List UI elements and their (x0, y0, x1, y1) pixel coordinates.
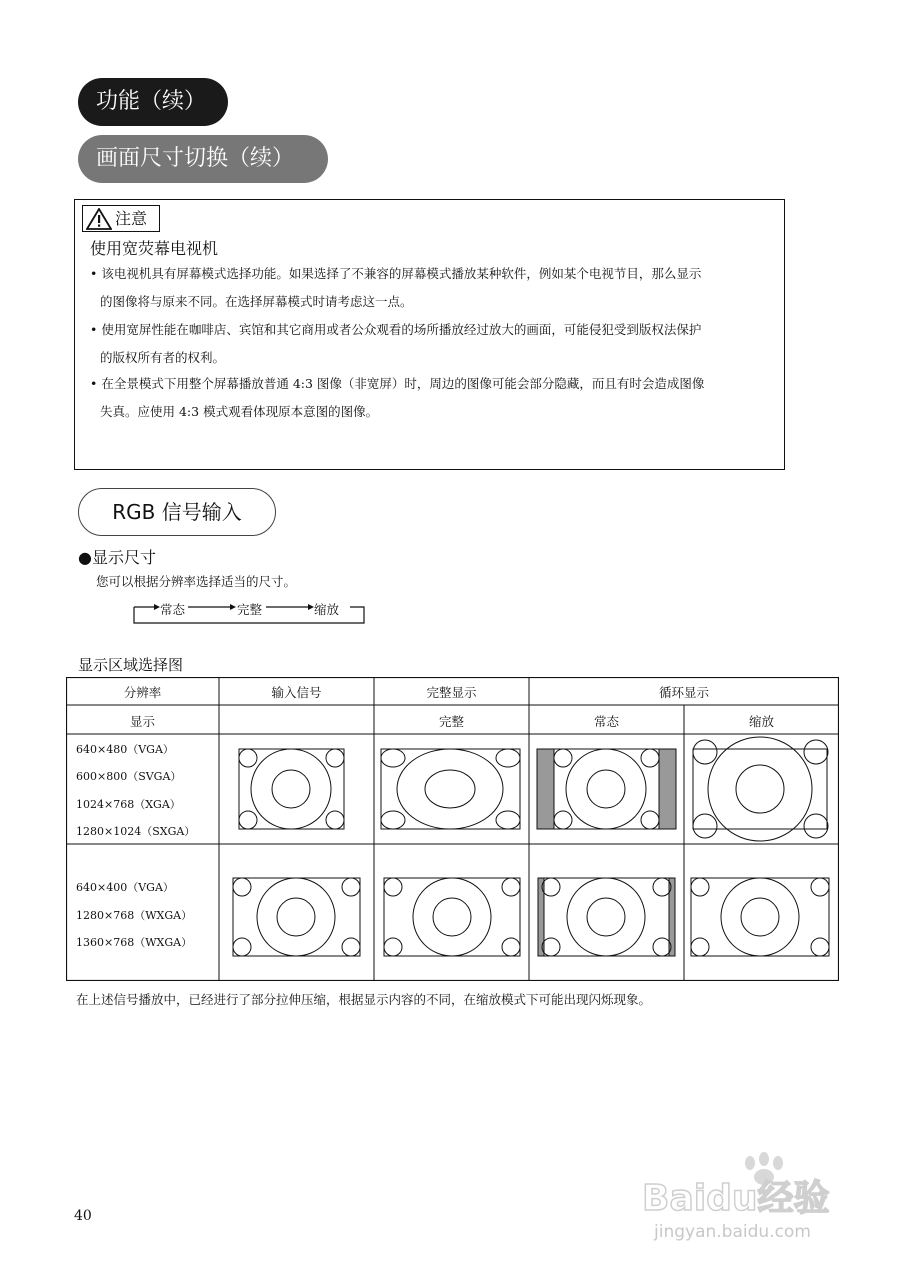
warning-icon (86, 208, 112, 230)
subheader-zoom: 缩放 (748, 714, 774, 729)
header-input-signal: 输入信号 (271, 685, 322, 700)
resolution-item: 1280×768（WXGA） (76, 909, 193, 922)
row2-normal-diagram (538, 878, 675, 956)
resolution-item: 640×480（VGA） (76, 743, 174, 756)
header-cycle-display: 循环显示 (658, 685, 709, 700)
footnote: 在上述信号播放中，已经进行了部分拉伸压缩，根据显示内容的不同，在缩放模式下可能出现闪烁现象。 (76, 992, 652, 1007)
row1-zoom-diagram (693, 737, 828, 841)
rgb-input-title: RGB 信号输入 (78, 488, 276, 536)
flow-zoom: 缩放 (314, 602, 340, 617)
baidu-watermark (640, 1145, 870, 1245)
resolution-item: 1024×768（XGA） (76, 798, 181, 811)
resolution-item: 640×400（VGA） (76, 881, 174, 894)
row1-input-diagram (239, 749, 344, 829)
watermark-url: jingyan.baidu.com (654, 1222, 811, 1242)
row2-full-diagram (384, 878, 520, 956)
resolution-item: 1360×768（WXGA） (76, 936, 193, 949)
header-full-display: 完整显示 (426, 685, 477, 700)
row1-normal-diagram (537, 749, 676, 829)
header-resolution: 分辨率 (123, 685, 162, 700)
subsection-title: 画面尺寸切换（续） (78, 135, 328, 183)
caution-bullet-1: • 该电视机具有屏幕模式选择功能。如果选择了不兼容的屏幕模式播放某种软件，例如某个电视节目，那么显示 的图像将与原来不同。在选择屏幕模式时请考虑这一点。 (90, 266, 702, 309)
display-size-heading: ●显示尺寸 (78, 548, 156, 567)
resolution-item: 600×800（SVGA） (76, 770, 182, 783)
caution-bullet-2: • 使用宽屏性能在咖啡店、宾馆和其它商用或者公众观看的场所播放经过放大的画面，可能侵犯受到版权法保护 的版权所有者的权利。 (90, 322, 702, 365)
section-title: 功能（续） (78, 78, 228, 126)
caution-heading: 使用宽荧幕电视机 (90, 239, 219, 258)
subheader-display: 显示 (129, 714, 155, 729)
subheader-full: 完整 (438, 714, 464, 729)
flow-full: 完整 (237, 602, 263, 617)
row2-zoom-diagram (691, 878, 829, 956)
caution-label (82, 205, 160, 232)
subheader-normal: 常态 (593, 714, 619, 729)
flow-normal: 常态 (160, 602, 186, 617)
resolution-item: 1280×1024（SXGA） (76, 825, 196, 838)
row1-full-diagram (381, 749, 520, 829)
caution-label-text: 注意 (115, 209, 148, 228)
row2-input-diagram (233, 878, 360, 956)
display-size-desc: 您可以根据分辨率选择适当的尺寸。 (96, 574, 297, 589)
watermark-brand: Baidu经验 (642, 1178, 830, 1219)
page-number: 40 (74, 1208, 92, 1224)
caution-bullet-3: • 在全景模式下用整个屏幕播放普通 4:3 图像（非宽屏）时，周边的图像可能会部分隐藏，而且有时会造成图像 失真。应使用 4:3 模式观看体现原本意图的图像。 (90, 376, 705, 419)
diagram-title: 显示区域选择图 (78, 656, 184, 674)
